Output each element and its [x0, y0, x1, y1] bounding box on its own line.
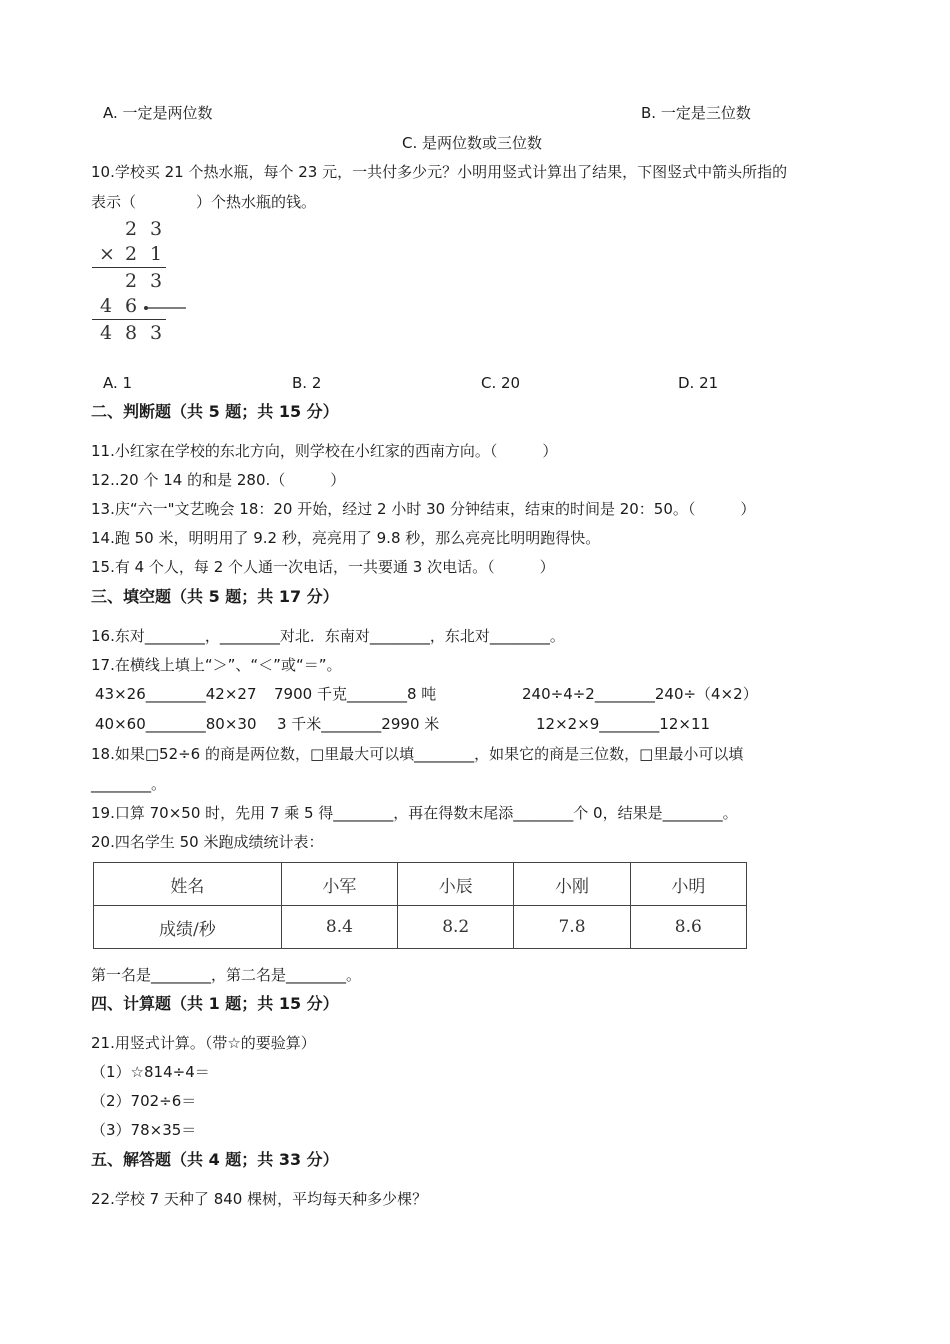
- question-13: 13.庆“六一"文艺晚会 18：20 开始，经过 2 小时 30 分钟结束，结束的时间是 20：50。（ ）: [91, 500, 756, 518]
- question-20: 20.四名学生 50 米跑成绩统计表：: [91, 833, 324, 851]
- q17-compare-3: 240÷4÷2________240÷（4×2）: [522, 685, 758, 703]
- table-cell: 小刚: [514, 863, 630, 906]
- divider-line: [92, 267, 166, 268]
- question-17: 17.在横线上填上“＞”、“＜”或“＝”。: [91, 656, 342, 674]
- digit: 4: [99, 322, 113, 344]
- table-cell: 8.6: [630, 906, 746, 949]
- digit: 3: [149, 322, 163, 344]
- q17-compare-2: 7900 千克________8 吨: [274, 685, 437, 703]
- question-21-item-2: （2）702÷6＝: [91, 1092, 197, 1110]
- table-row: [94, 906, 747, 949]
- q17-compare-4: 40×60________80×30: [95, 715, 257, 733]
- question-16: 16.东对________，________对北．东南对________，东北对________。: [91, 627, 565, 645]
- question-11: 11.小红家在学校的东北方向，则学校在小红家的西南方向。（ ）: [91, 442, 558, 460]
- question-21: 21.用竖式计算。（带☆的要验算）: [91, 1034, 316, 1052]
- q10-option-b: B. 2: [292, 374, 322, 392]
- question-22: 22.学校 7 天种了 840 棵树，平均每天种多少棵？: [91, 1190, 428, 1208]
- table-cell: 小军: [281, 863, 397, 906]
- digit: 1: [149, 243, 163, 265]
- question-14: 14.跑 50 米，明明用了 9.2 秒，亮亮用了 9.8 秒，那么亮亮比明明跑得快。: [91, 529, 601, 547]
- question-18-line2: ________。: [91, 775, 167, 793]
- table-cell: 姓名: [94, 863, 282, 906]
- question-21-item-3: （3）78×35＝: [91, 1121, 197, 1139]
- digit: 2: [124, 243, 138, 265]
- table-row: [94, 863, 747, 906]
- digit: 8: [124, 322, 138, 344]
- table-cell: 7.8: [514, 906, 630, 949]
- digit: 2: [124, 270, 138, 292]
- question-21-item-1: （1）☆814÷4＝: [91, 1063, 210, 1081]
- digit: 2: [124, 218, 138, 240]
- q10-text-line2: 表示（ ）个热水瓶的钱。: [91, 193, 317, 211]
- question-19: 19.口算 70×50 时，先用 7 乘 5 得________，再在得数末尾添________个 0，结果是________。: [91, 804, 738, 822]
- digit: 3: [149, 218, 163, 240]
- digit: 3: [149, 270, 163, 292]
- q9-option-a: A. 一定是两位数: [103, 104, 213, 122]
- question-12: 12..20 个 14 的和是 280.（ ）: [91, 471, 346, 489]
- question-20-answer: 第一名是________，第二名是________。: [91, 966, 362, 984]
- digit: 4: [99, 295, 113, 317]
- q10-text-line1: 10.学校买 21 个热水瓶，每个 23 元，一共付多少元？小明用竖式计算出了结果，下图竖式中箭头所指的: [91, 163, 788, 181]
- table-cell: 小明: [630, 863, 746, 906]
- table-cell: 成绩/秒: [94, 906, 282, 949]
- section-3-title: 三、填空题（共 5 题；共 17 分）: [91, 587, 339, 606]
- table-cell: 8.4: [281, 906, 397, 949]
- q10-option-c: C. 20: [481, 374, 521, 392]
- score-table: [93, 862, 747, 949]
- q9-option-c: C. 是两位数或三位数: [402, 134, 543, 152]
- q17-compare-6: 12×2×9________12×11: [536, 715, 711, 733]
- question-18-line1: 18.如果□52÷6 的商是两位数，□里最大可以填________，如果它的商是三位数，□里最小可以填: [91, 745, 744, 763]
- multiply-sign: ×: [99, 243, 115, 265]
- section-4-title: 四、计算题（共 1 题；共 15 分）: [91, 994, 339, 1013]
- vertical-multiplication: [92, 218, 192, 348]
- arrow-pointer-icon: [142, 302, 188, 314]
- q17-compare-1: 43×26________42×27: [95, 685, 257, 703]
- question-15: 15.有 4 个人，每 2 个人通一次电话，一共要通 3 次电话。（ ）: [91, 558, 555, 576]
- q10-option-d: D. 21: [678, 374, 719, 392]
- section-2-title: 二、判断题（共 5 题；共 15 分）: [91, 402, 339, 421]
- digit: 6: [124, 295, 138, 317]
- q9-option-b: B. 一定是三位数: [641, 104, 751, 122]
- section-5-title: 五、解答题（共 4 题；共 33 分）: [91, 1150, 339, 1169]
- q17-compare-5: 3 千米________2990 米: [277, 715, 440, 733]
- divider-line: [92, 319, 166, 320]
- q10-option-a: A. 1: [103, 374, 133, 392]
- table-cell: 8.2: [398, 906, 514, 949]
- table-cell: 小辰: [398, 863, 514, 906]
